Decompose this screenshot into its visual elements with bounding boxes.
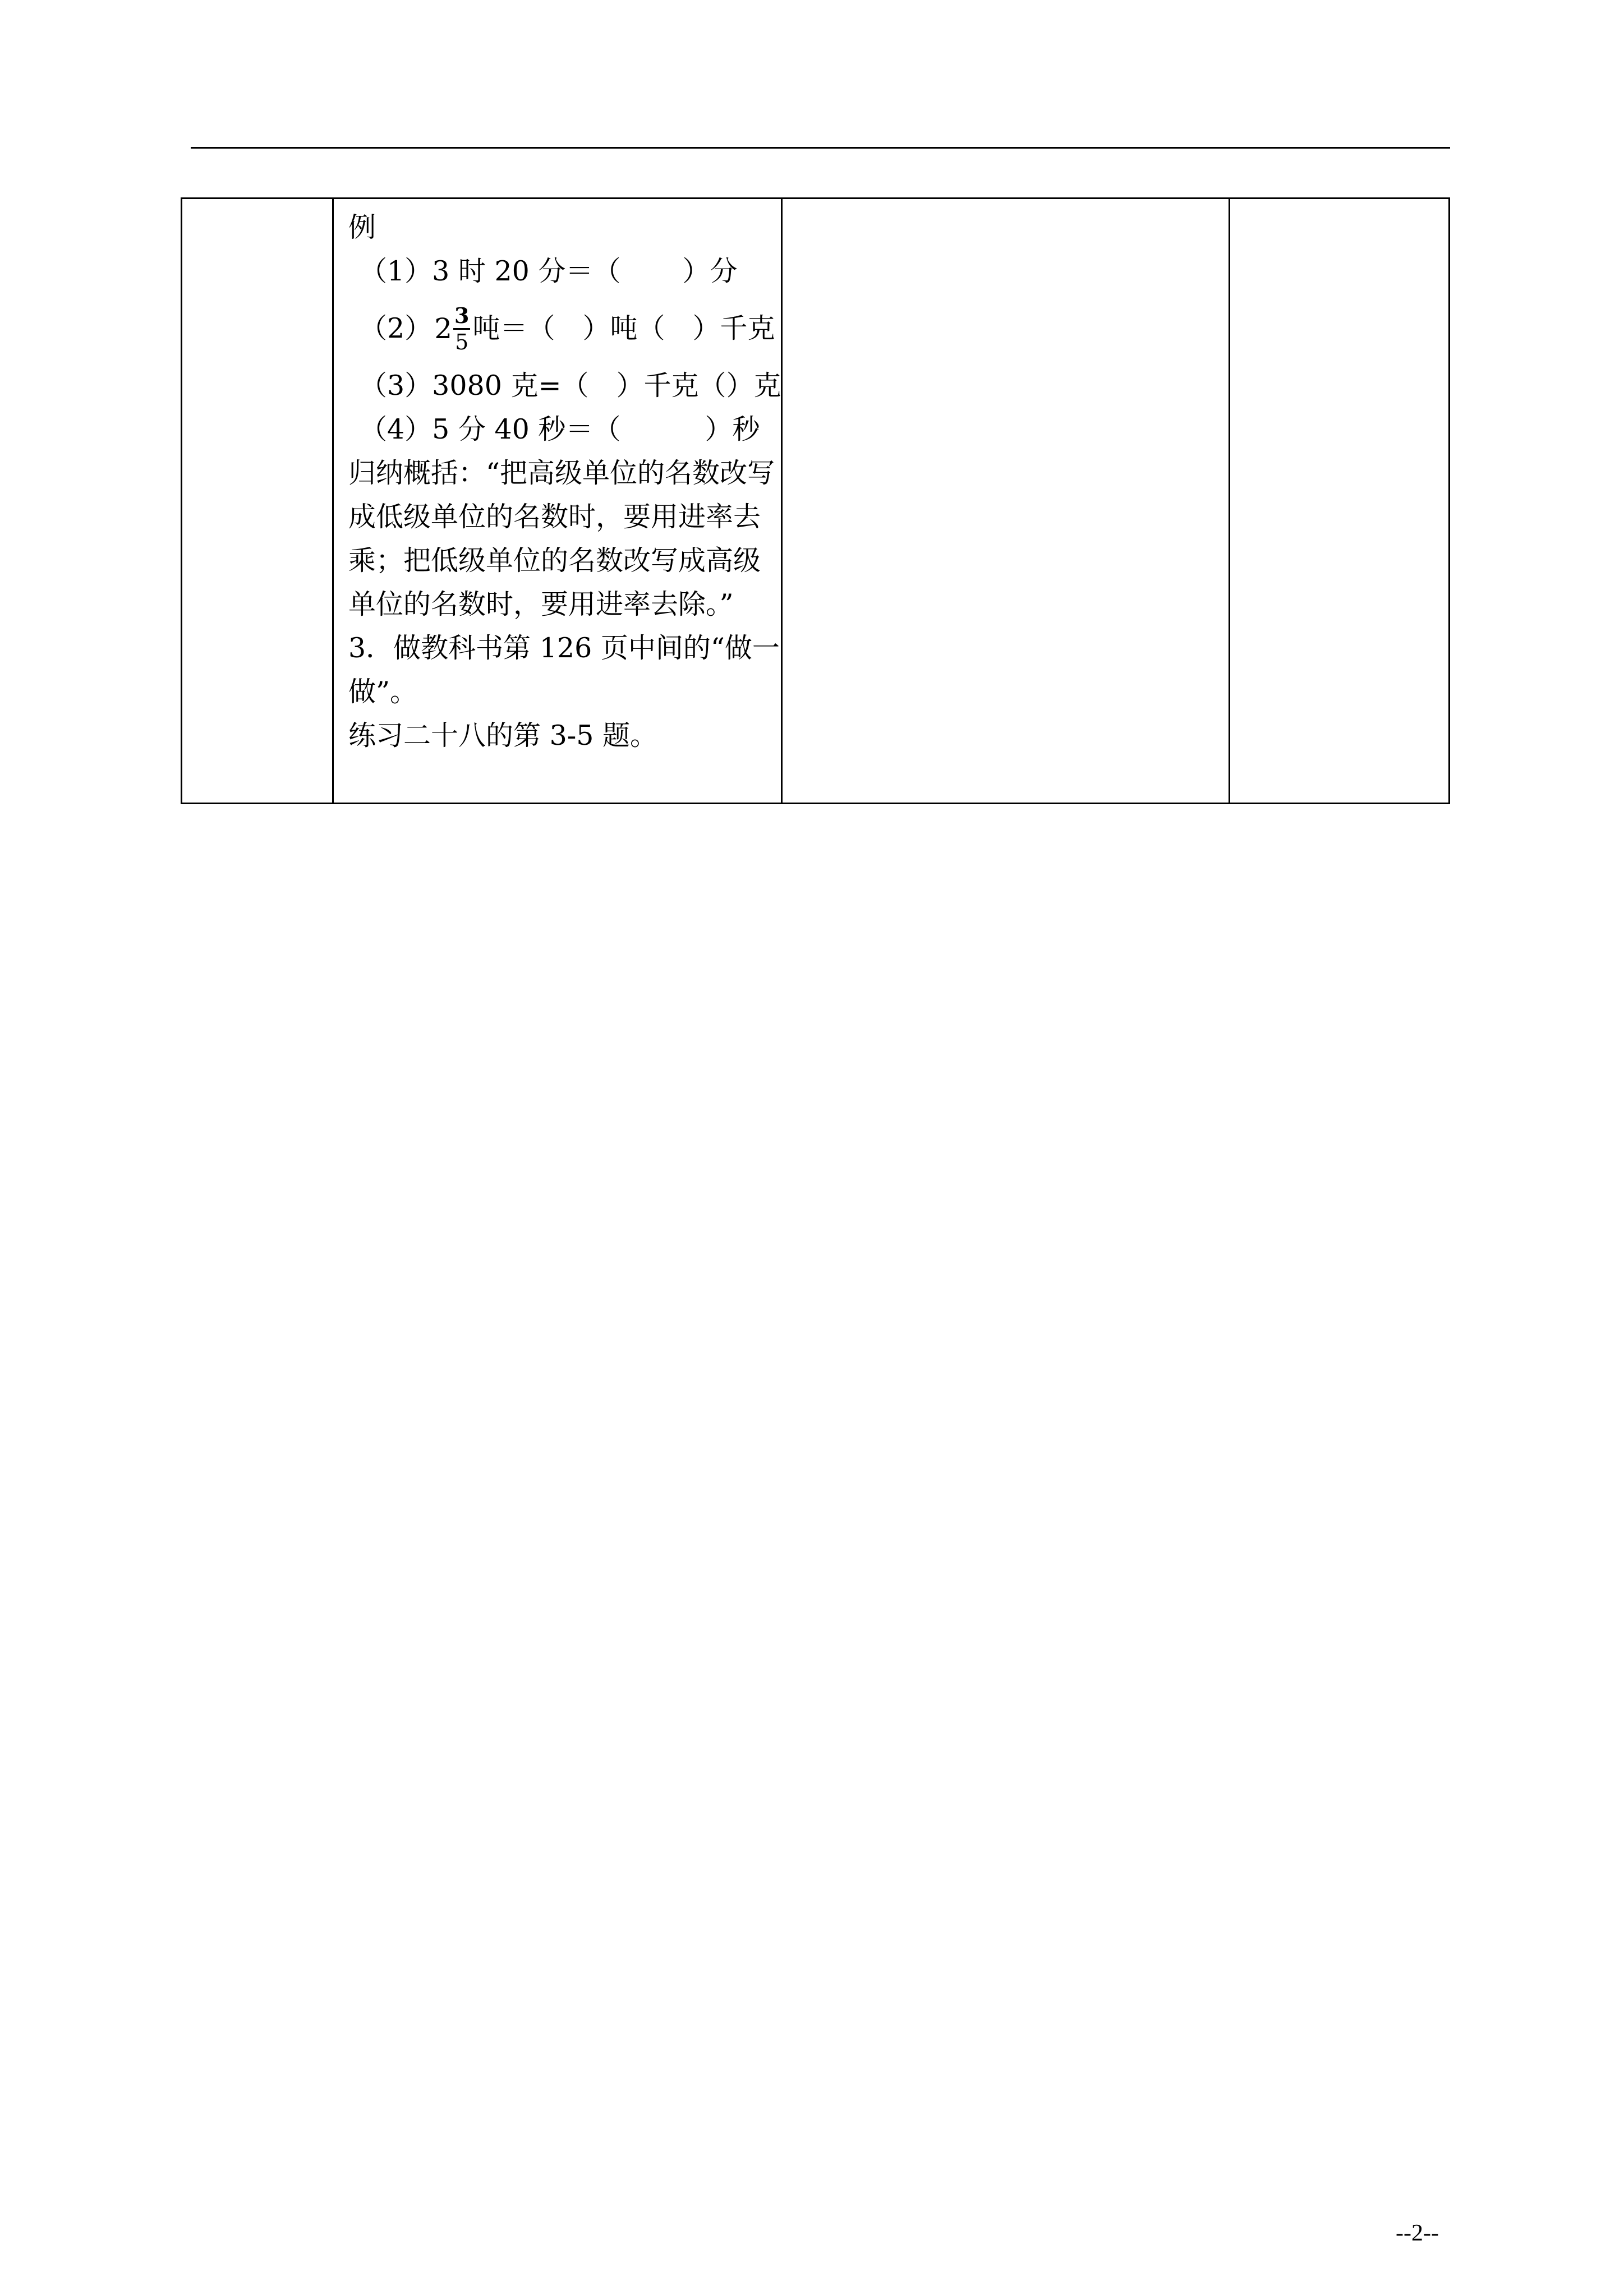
fraction-denominator: 5 — [455, 329, 469, 354]
summary-paragraph: 归纳概括：“把高级单位的名数改写成低级单位的名数时，要用进率去乘；把低级单位的名数改写成高级单位的名数时，要用进率去除。” — [348, 457, 775, 620]
mixed-number — [434, 303, 470, 354]
empty-cell-right — [1230, 199, 1450, 804]
table-row — [182, 199, 1450, 804]
item-3: （3）3080 克=（ ）千克（）克 — [360, 370, 781, 402]
item-1-suffix: ）分 — [682, 255, 738, 287]
lesson-content — [334, 199, 781, 758]
example-label: 例 — [348, 211, 376, 243]
item-2-suffix: 吨＝（ ）吨（ ）千克 — [472, 312, 775, 344]
empty-cell-middle — [782, 199, 1230, 804]
empty-cell-left — [182, 199, 333, 804]
item-4-prefix: （4）5 分 40 秒＝（ — [360, 413, 621, 445]
mixed-number-whole: 2 — [434, 312, 452, 345]
item-1 — [348, 250, 781, 293]
fraction — [453, 303, 470, 354]
item-4 — [348, 408, 781, 451]
step-3: 3．做教科书第 126 页中间的“做一做”。 — [348, 632, 780, 708]
exercise-line: 练习二十八的第 3-5 题。 — [348, 720, 658, 751]
item-4-suffix: ）秒 — [705, 413, 760, 445]
item-2 — [348, 293, 781, 364]
content-cell — [333, 199, 782, 804]
lesson-table — [181, 197, 1450, 804]
item-1-prefix: （1）3 时 20 分＝（ — [360, 255, 621, 287]
header-rule — [191, 147, 1450, 149]
page-number: --2-- — [1396, 2220, 1439, 2246]
item-2-prefix: （2） — [360, 312, 433, 344]
fraction-numerator: 3 — [453, 303, 470, 330]
